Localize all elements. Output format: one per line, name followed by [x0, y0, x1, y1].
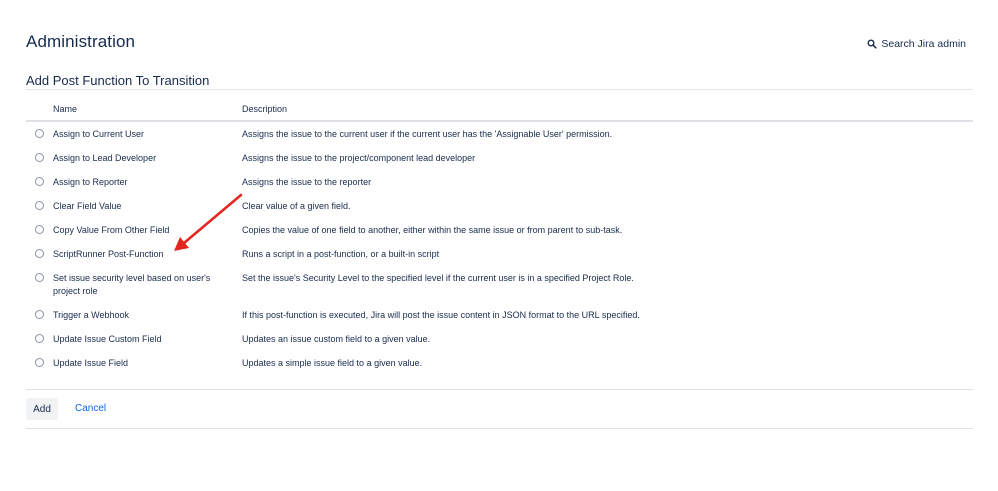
search-icon: [867, 39, 877, 49]
column-header-name: Name: [53, 104, 78, 114]
radio-cell: [26, 272, 53, 282]
search-jira-admin-label: Search Jira admin: [881, 38, 966, 50]
post-function-name[interactable]: Assign to Current User: [53, 128, 145, 139]
post-function-description: Updates a simple issue field to a given value.: [242, 358, 423, 369]
post-function-description: Set the issue's Security Level to the specified level if the current user is in a specified Project Role.: [242, 273, 634, 284]
radio-cell: [26, 333, 53, 343]
post-function-description: Assigns the issue to the reporter: [242, 176, 372, 187]
table-row[interactable]: [26, 122, 973, 146]
post-function-name[interactable]: Update Issue Custom Field: [53, 334, 162, 345]
cancel-link[interactable]: Cancel: [75, 403, 107, 414]
post-function-radio[interactable]: [35, 201, 44, 210]
post-function-description: Copies the value of one field to another, either within the same issue or from parent to sub-task.: [242, 224, 623, 235]
post-function-name[interactable]: ScriptRunner Post-Function: [53, 248, 164, 259]
radio-cell: [26, 176, 53, 186]
search-jira-admin-link[interactable]: [867, 38, 966, 50]
post-function-description: Assigns the issue to the current user if the current user has the 'Assignable User' permission.: [242, 128, 613, 139]
post-function-radio[interactable]: [35, 358, 44, 367]
radio-cell: [26, 224, 53, 234]
table-row[interactable]: [26, 218, 973, 242]
radio-cell: [26, 128, 53, 138]
post-function-table: [26, 104, 973, 376]
post-function-radio[interactable]: [35, 177, 44, 186]
section-title: Add Post Function To Transition: [26, 73, 210, 88]
post-function-name[interactable]: Copy Value From Other Field: [53, 224, 170, 235]
footer-divider-top: [26, 389, 973, 390]
post-function-name[interactable]: Assign to Lead Developer: [53, 152, 157, 163]
post-function-description: Updates an issue custom field to a given value.: [242, 334, 431, 345]
post-function-description: Assigns the issue to the project/component lead developer: [242, 152, 476, 163]
post-function-description: If this post-function is executed, Jira will post the issue content in JSON format to the URL specified.: [242, 310, 640, 321]
post-function-radio[interactable]: [35, 334, 44, 343]
post-function-radio[interactable]: [35, 129, 44, 138]
table-row[interactable]: [26, 328, 973, 352]
footer-divider-bottom: [26, 428, 973, 429]
table-row[interactable]: [26, 170, 973, 194]
post-function-name[interactable]: Trigger a Webhook: [53, 310, 130, 321]
table-row[interactable]: [26, 267, 973, 304]
table-body: [26, 122, 973, 376]
page-title: Administration: [26, 32, 136, 51]
post-function-radio[interactable]: [35, 249, 44, 258]
column-header-description: Description: [242, 104, 288, 114]
post-function-description: Runs a script in a post-function, or a built-in script: [242, 248, 440, 259]
radio-cell: [26, 309, 53, 319]
post-function-radio[interactable]: [35, 153, 44, 162]
post-function-name[interactable]: Clear Field Value: [53, 200, 122, 211]
section-divider: [26, 89, 973, 90]
post-function-name[interactable]: Assign to Reporter: [53, 176, 128, 187]
post-function-description: Clear value of a given field.: [242, 200, 351, 211]
table-row[interactable]: [26, 146, 973, 170]
post-function-radio[interactable]: [35, 225, 44, 234]
table-header: [26, 104, 973, 122]
radio-cell: [26, 200, 53, 210]
post-function-radio[interactable]: [35, 310, 44, 319]
post-function-name[interactable]: Set issue security level based on user's project role: [53, 273, 211, 297]
radio-cell: [26, 248, 53, 258]
radio-cell: [26, 357, 53, 367]
add-button[interactable]: Add: [26, 398, 58, 420]
table-row[interactable]: [26, 304, 973, 328]
table-row[interactable]: [26, 242, 973, 266]
radio-cell: [26, 152, 53, 162]
table-row[interactable]: [26, 352, 973, 376]
post-function-name[interactable]: Update Issue Field: [53, 358, 129, 369]
post-function-radio[interactable]: [35, 273, 44, 282]
table-row[interactable]: [26, 194, 973, 218]
